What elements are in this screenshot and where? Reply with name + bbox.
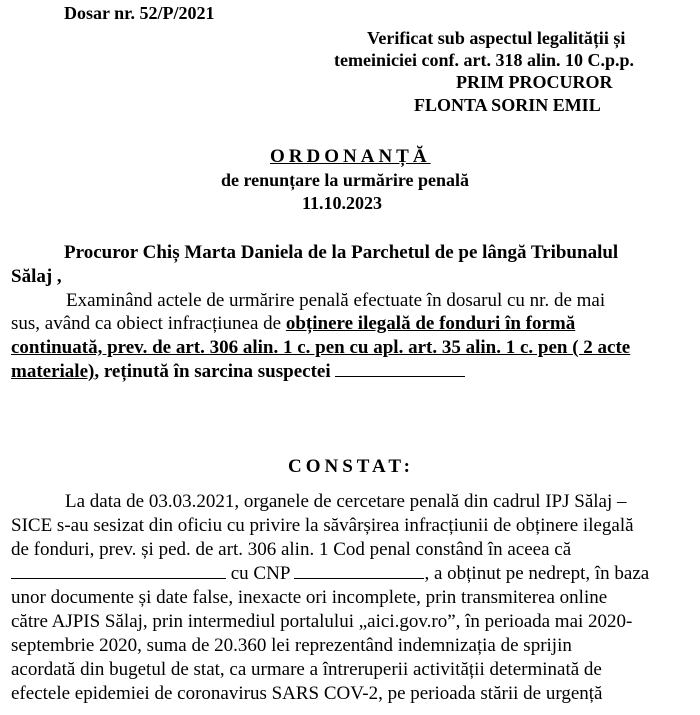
constat-line-6: către AJPIS Sălaj, prin intermediul portalului „aici.gov.ro”, în perioada mai 2020- (11, 611, 633, 632)
constat-line-3: de fonduri, prev. și ped. de art. 306 alin. 1 Cod penal constând în aceea că (11, 539, 572, 560)
constat-line-7: septembrie 2020, suma de 20.360 lei reprezentând indemnizația de sprijin (11, 635, 572, 656)
cnp-label: cu CNP (230, 563, 290, 584)
constat-line-5: unor documente și date false, inexacte ori incomplete, prin transmiterea online (11, 587, 608, 608)
constat-line-4-rest: , a obținut pe nedrept, în baza (424, 563, 650, 584)
procuror-line-1: Procuror Chiș Marta Daniela de la Parchetul de pe lângă Tribunalul (64, 242, 619, 263)
exam-line-2 (11, 313, 575, 335)
exam-line-1: Examinând actele de urmărire penală efectuate în dosarul cu nr. de mai (66, 290, 606, 311)
exam-line-2-text: sus, având ca obiect infracțiunea de (11, 313, 286, 334)
document-date: 11.10.2023 (302, 193, 383, 213)
document-title: ORDONANȚĂ (270, 146, 431, 167)
exam-line-4-text: , reținută în sarcina suspectei (94, 361, 331, 382)
exam-line-3: continuată, prev. de art. 306 alin. 1 c. pen cu apl. art. 35 alin. 1 c. pen ( 2 acte (11, 337, 631, 358)
verificat-line-2: temeiniciei conf. art. 318 alin. 10 C.p.p. (334, 50, 634, 70)
constat-line-1: La data de 03.03.2021, organele de cercetare penală din cadrul IPJ Sălaj – (65, 491, 627, 512)
verificat-line-1: Verificat sub aspectul legalității și (367, 28, 626, 48)
dosar-number: Dosar nr. 52/P/2021 (64, 3, 215, 23)
cnp-blank (294, 564, 424, 579)
constat-heading: CONSTAT: (288, 456, 414, 477)
exam-line-4-materiale: materiale) (11, 361, 95, 382)
document-subtitle: de renunțare la urmărire penală (221, 170, 469, 190)
constat-line-9: efectele epidemiei de coronavirus SARS COV-2, pe perioada stării de urgență (11, 683, 603, 704)
prim-procuror-label: PRIM PROCUROR (456, 72, 613, 92)
prim-procuror-name: FLONTA SORIN EMIL (414, 95, 601, 115)
procuror-line-2: Sălaj , (11, 266, 62, 287)
suspect-blank (11, 564, 226, 579)
constat-line-4 (11, 563, 649, 585)
exam-line-4 (11, 361, 465, 383)
offence-name: obținere ilegală de fonduri în formă (285, 313, 576, 334)
suspect-name-blank (335, 362, 465, 377)
constat-line-8: acordată din bugetul de stat, ca urmare a întreruperii activității determinată de (11, 659, 602, 680)
constat-line-2: SICE s-au sesizat din oficiu cu privire la săvârșirea infracțiunii de obținere ilegală (11, 515, 634, 536)
